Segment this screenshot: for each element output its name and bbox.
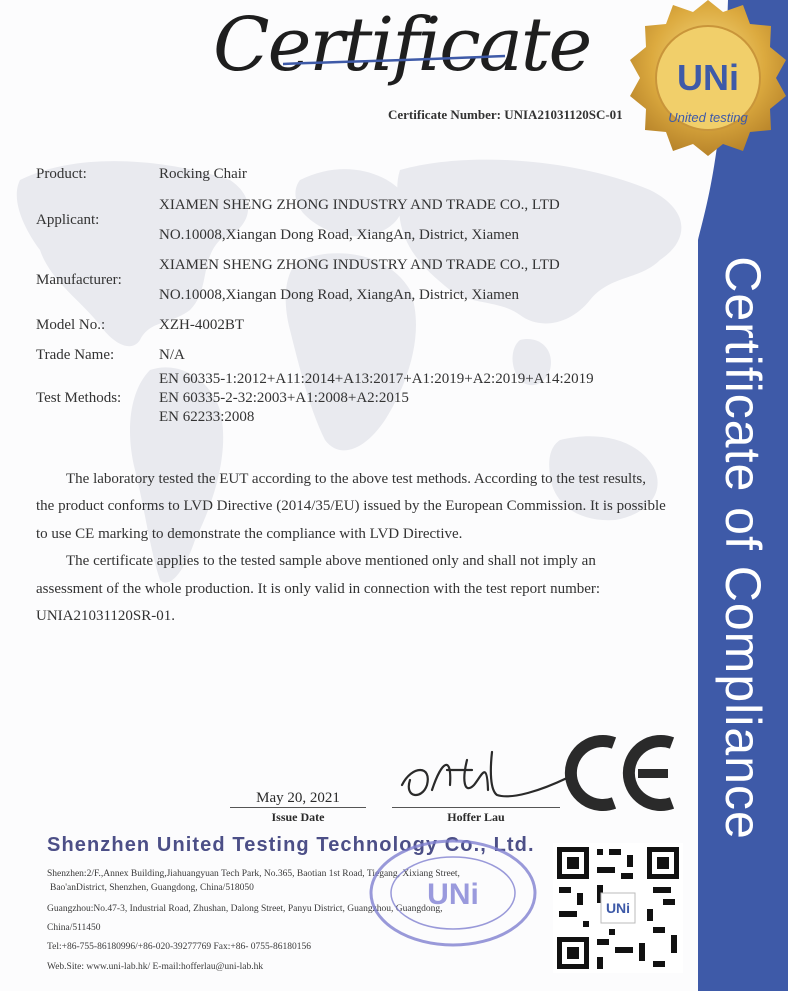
trade-name-value: N/A <box>159 347 185 363</box>
product-value: Rocking Chair <box>159 166 247 182</box>
manufacturer-label: Manufacturer: <box>36 272 122 288</box>
certificate-title <box>205 0 591 102</box>
address-guangzhou: Guangzhou:No.47-3, Industrial Road, Zhushan, Dalong Street, Panyu District, Guangzhou, Guangdong, <box>47 904 443 914</box>
test-method-1: EN 60335-1:2012+A11:2014+A13:2017+A1:2019+A2:2019+A14:2019 <box>159 371 594 387</box>
contact-phones: Tel:+86-755-86180996/+86-020-39277769 Fax:+86- 0755-86180156 <box>47 942 311 952</box>
address-guangzhou-2: China/511450 <box>47 923 101 933</box>
issue-date-caption: Issue Date <box>271 810 325 824</box>
certificate-of-compliance-banner: Certificate of Compliance <box>715 256 771 840</box>
qr-code <box>553 843 683 973</box>
para1-line3: to use CE marking to demonstrate the compliance with LVD Directive. <box>36 525 463 542</box>
title-text: Certificate <box>213 2 591 88</box>
contact-web-email: Web.Site: www.uni-lab.hk/ E-mail:hofferlau@uni-lab.hk <box>47 962 264 972</box>
qr-logo: UNi <box>605 900 631 916</box>
ce-mark <box>570 735 680 811</box>
handwritten-signature <box>392 740 572 810</box>
applicant-label: Applicant: <box>36 212 100 228</box>
para1-line1: The laboratory tested the EUT according to the above test methods. According to the test results, <box>66 471 646 487</box>
para2-line3: UNIA21031120SR-01. <box>36 608 176 625</box>
product-label: Product: <box>36 166 87 182</box>
manufacturer-address: NO.10008,Xiangan Dong Road, XiangAn, District, Xiamen <box>159 287 519 303</box>
trade-name-label: Trade Name: <box>36 347 115 363</box>
address-shenzhen-2: Bao'anDistrict, Shenzhen, Guangdong, China/518050 <box>50 883 254 893</box>
date-line <box>230 807 366 808</box>
address-shenzhen: Shenzhen:2/F.,Annex Building,Jiahuangyuan Tech Park, No.365, Baotian 1st Road, Tiegang, Xixiang Street, <box>47 869 460 879</box>
test-method-3: EN 62233:2008 <box>159 409 255 425</box>
certificate-number: Certificate Number: UNIA21031120SC-01 <box>388 107 623 122</box>
para1-line2: the product conforms to LVD Directive (2014/35/EU) issued by the European Commission. It is possible <box>36 498 666 515</box>
issue-date: May 20, 2021 <box>256 790 340 806</box>
stamp-logo: UNi <box>427 878 479 911</box>
model-value: XZH-4002BT <box>159 317 244 333</box>
test-method-2: EN 60335-2-32:2003+A1:2008+A2:2015 <box>159 390 409 406</box>
signer-caption: Hoffer Lau <box>447 810 505 824</box>
para2-line2: assessment of the whole production. It is only valid in connection with the test report number: <box>36 580 601 597</box>
model-label: Model No.: <box>36 317 106 333</box>
uni-badge-seal <box>628 0 788 190</box>
company-stamp <box>368 838 538 948</box>
applicant-address: NO.10008,Xiangan Dong Road, XiangAn, District, Xiamen <box>159 227 519 243</box>
badge-logo: UNi <box>677 57 739 98</box>
badge-ring-text: United testing <box>668 110 748 125</box>
applicant-name: XIAMEN SHENG ZHONG INDUSTRY AND TRADE CO., LTD <box>159 197 560 213</box>
company-name: Shenzhen United Testing Technology Co., Ltd. <box>47 834 535 856</box>
manufacturer-name: XIAMEN SHENG ZHONG INDUSTRY AND TRADE CO., LTD <box>159 257 560 273</box>
compliance-statement <box>36 466 696 630</box>
para2-line1: The certificate applies to the tested sample above mentioned only and shall not imply an <box>66 553 596 570</box>
signature-line <box>392 807 560 808</box>
test-methods-label: Test Methods: <box>36 390 122 406</box>
